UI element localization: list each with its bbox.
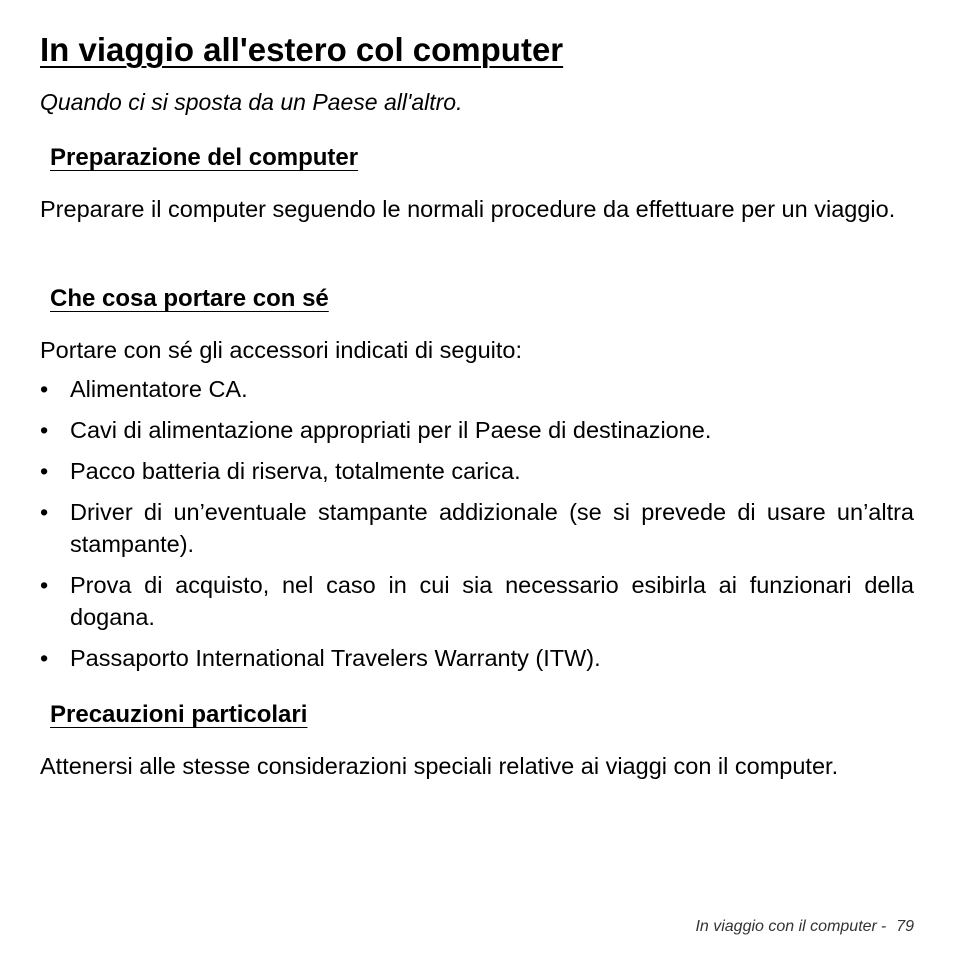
- bullet-icon: •: [40, 458, 49, 484]
- list-item-text: Passaporto International Travelers Warranty (ITW).: [70, 645, 601, 671]
- list-item-text: Alimentatore CA.: [70, 376, 248, 402]
- page-title: In viaggio all'estero col computer: [40, 31, 564, 68]
- bullet-icon: •: [40, 645, 49, 671]
- list-item: [40, 569, 914, 633]
- page-number: 79: [896, 918, 914, 935]
- footer-separator: -: [880, 918, 887, 935]
- page-subtitle: Quando ci si sposta da un Paese all'altro.: [40, 89, 463, 115]
- list-item-text: Prova di acquisto, nel caso in cui sia necessario esibirla ai funzionari della dogana.: [70, 572, 914, 630]
- list-item: [40, 414, 914, 446]
- list-item-text: Pacco batteria di riserva, totalmente carica.: [70, 458, 521, 484]
- section-text-preparazione: Preparare il computer seguendo le normali procedure da effettuare per un viaggio.: [40, 196, 896, 222]
- section-heading-cosa-portare: Che cosa portare con sé: [50, 285, 329, 312]
- accessories-list: [40, 373, 914, 683]
- page-footer: [695, 916, 914, 938]
- list-item-text: Driver di un’eventuale stampante addizionale (se si prevede di usare un’altra stampante).: [70, 499, 914, 557]
- list-item: [40, 373, 914, 405]
- bullet-icon: •: [40, 417, 49, 443]
- section-heading-preparazione: Preparazione del computer: [50, 144, 359, 171]
- list-item: [40, 642, 914, 674]
- section-heading-precauzioni: Precauzioni particolari: [50, 701, 308, 728]
- section-text-cosa-portare: Portare con sé gli accessori indicati di seguito:: [40, 337, 522, 363]
- bullet-icon: •: [40, 376, 49, 402]
- list-item: [40, 496, 914, 560]
- bullet-icon: •: [40, 572, 49, 598]
- footer-chapter: In viaggio con il computer: [695, 918, 877, 935]
- list-item-text: Cavi di alimentazione appropriati per il Paese di destinazione.: [70, 417, 712, 443]
- section-text-precauzioni: Attenersi alle stesse considerazioni speciali relative ai viaggi con il computer.: [40, 753, 839, 779]
- list-item: [40, 455, 914, 487]
- bullet-icon: •: [40, 499, 49, 525]
